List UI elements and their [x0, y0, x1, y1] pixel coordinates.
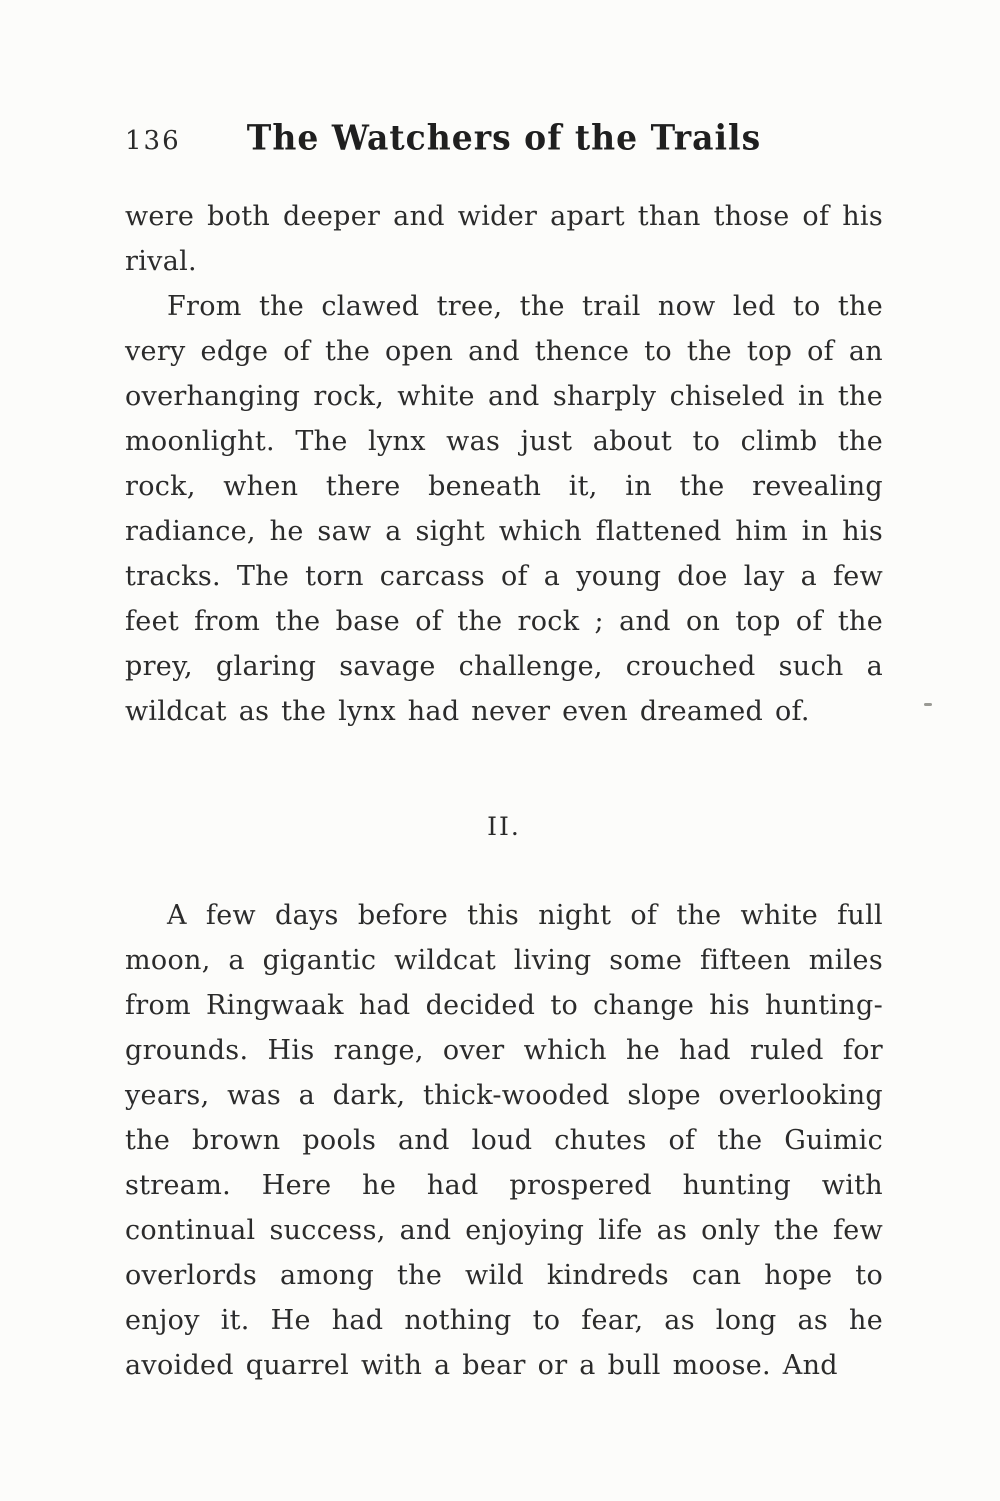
- page-header: [125, 118, 883, 166]
- running-title: The Watchers of the Trails: [246, 117, 762, 158]
- paragraph-continuation: were both deeper and wider apart than those of his rival.: [125, 201, 883, 277]
- section-heading: II.: [487, 812, 521, 841]
- body-text: [125, 194, 883, 1388]
- scan-artifact: [924, 703, 932, 706]
- paragraph: From the clawed tree, the trail now led to the very edge of the open and thence to the top of an overhanging rock, white and sharply chiseled in the moonlight. The lynx was just about to climb the rock, when there beneath it, in the revealing radiance, he saw a sight which flattened him in his tracks. The torn carcass of a young doe lay a few feet from the base of the rock ; and on top of the prey, glaring savage challenge, crouched such a wildcat as the lynx had never even dreamed of.: [125, 291, 883, 727]
- page-number: 136: [125, 126, 181, 156]
- text-column: [125, 118, 883, 1388]
- paragraph: A few days before this night of the white full moon, a gigantic wildcat living some fifteen miles from Ringwaak had decided to change his hunting-grounds. His range, over which he had ruled for years, was a dark, thick-wooded slope overlooking the brown pools and loud chutes of the Guimic stream. Here he had prospered hunting with continual success, and enjoying life as only the few overlords among the wild kindreds can hope to enjoy it. He had nothing to fear, as long as he avoided quarrel with a bear or a bull moose. And: [125, 900, 883, 1381]
